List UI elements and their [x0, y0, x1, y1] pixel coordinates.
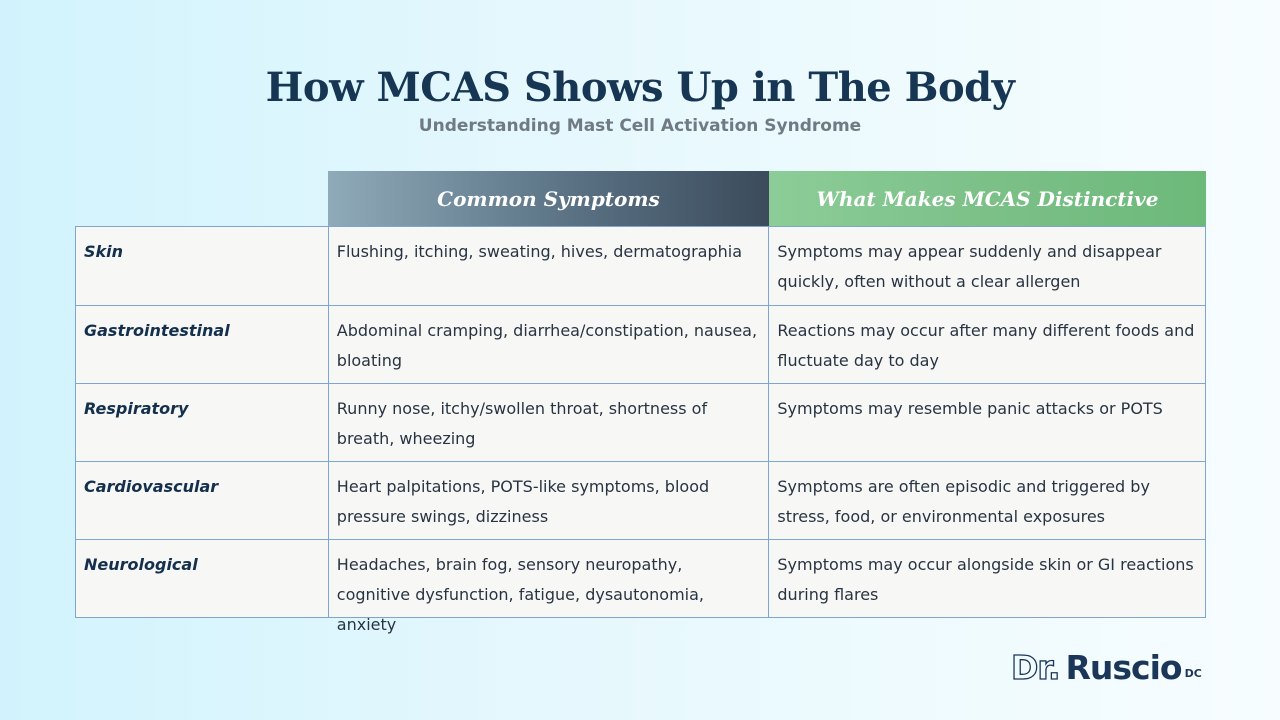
distinctive-cell: Reactions may occur after many different foods and fluctuate day to day	[777, 321, 1195, 370]
column-header-common-symptoms: Common Symptoms	[328, 171, 769, 226]
symptoms-cell: Flushing, itching, sweating, hives, dermatographia	[329, 227, 770, 305]
table-row	[76, 305, 1205, 383]
table-header-row	[75, 171, 1206, 226]
symptoms-table	[75, 171, 1206, 634]
table-row	[76, 539, 1205, 634]
table-body	[75, 226, 1206, 634]
symptoms-cell: Headaches, brain fog, sensory neuropathy, cognitive dysfunction, fatigue, dysautonomia, anxiety	[329, 540, 770, 617]
logo-name: Ruscio	[1065, 648, 1182, 687]
column-header-what-makes-mcas-distinctive: What Makes MCAS Distinctive	[769, 171, 1206, 226]
logo-suffix: DC	[1184, 667, 1202, 680]
category-cell: Respiratory	[76, 384, 329, 461]
distinctive-cell: Symptoms are often episodic and triggered by stress, food, or environmental exposures	[777, 477, 1150, 526]
category-cell: Skin	[76, 227, 329, 305]
category-cell: Cardiovascular	[76, 462, 329, 539]
symptoms-cell: Runny nose, itchy/swollen throat, shortness of breath, wheezing	[329, 384, 770, 461]
table-row	[76, 227, 1205, 305]
page-subtitle: Understanding Mast Cell Activation Syndrome	[418, 116, 862, 136]
page-title: How MCAS Shows Up in The Body	[265, 64, 1015, 111]
category-cell: Gastrointestinal	[76, 306, 329, 383]
category-cell: Neurological	[76, 540, 329, 617]
symptoms-cell: Abdominal cramping, diarrhea/constipation, nausea, bloating	[329, 306, 770, 383]
table-row	[76, 383, 1205, 461]
distinctive-cell: Symptoms may appear suddenly and disappear quickly, often without a clear allergen	[777, 242, 1162, 291]
logo-prefix: Dr.	[1011, 648, 1060, 687]
distinctive-cell: Symptoms may resemble panic attacks or POTS	[777, 399, 1163, 418]
table-row	[76, 461, 1205, 539]
dr-ruscio-logo	[1011, 647, 1202, 687]
distinctive-cell: Symptoms may occur alongside skin or GI reactions during flares	[777, 555, 1194, 604]
symptoms-cell: Heart palpitations, POTS-like symptoms, blood pressure swings, dizziness	[329, 462, 770, 539]
